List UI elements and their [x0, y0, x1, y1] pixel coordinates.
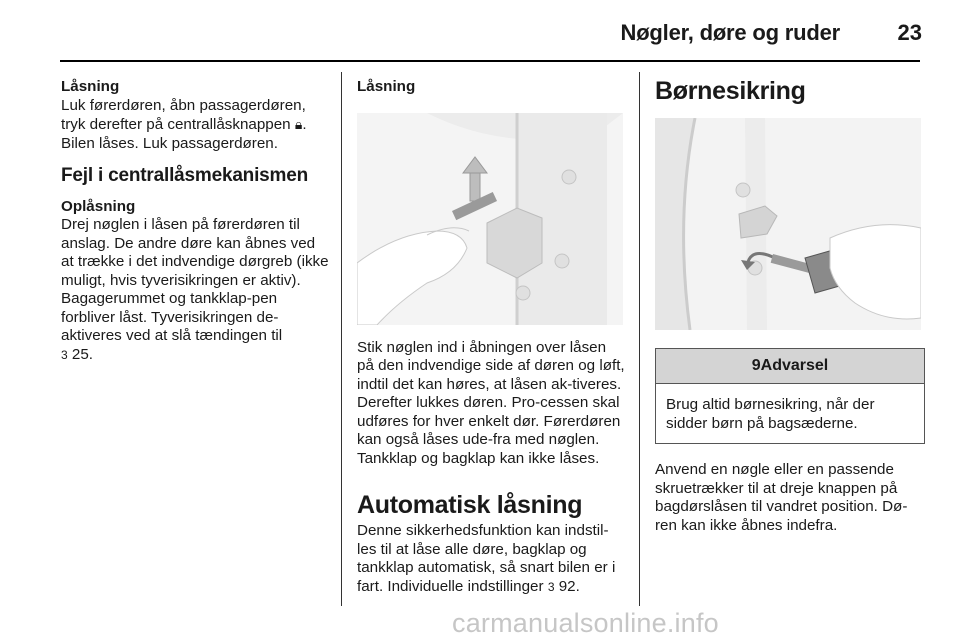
warning-body: Brug altid børnesikring, når der sidder børn på bagsæderne.	[666, 396, 875, 432]
inside-locking-paragraph: Stik nøglen ind i åbningen over låsen på den indvendige side af døren og løft, indtil det kan høres, at låsen ak-tiveres. Derefter lukkes døren. Pro-cessen skal udføres for hver enkelt dør. Førerdøren kan også låses ude-fra med nøglen. Tankklap og bagklap kan ikke låses.	[357, 338, 625, 467]
unlock-paragraph	[61, 216, 331, 364]
inside-locking-heading: Låsning	[357, 78, 416, 95]
watermark: carmanualsonline.info	[452, 608, 719, 638]
door-lock-drawing	[357, 113, 623, 325]
warning-header	[656, 349, 924, 384]
unlock-ref: 25.	[67, 345, 94, 363]
child-lock-heading: Børnesikring	[655, 77, 806, 105]
column-1	[61, 78, 331, 364]
child-lock-drawing	[655, 118, 921, 330]
column-divider-2	[639, 72, 640, 606]
unlock-text: Drej nøglen i låsen på førerdøren til anslag. De andre døre kan åbnes ved at trække i det indvendige dørgreb (ikke muligt, hvis tyverisikringen er aktiv). Bagagerummet og tankklap-pen forbliver låst. Tyverisikringen de-aktiveres ved at slå tændingen til	[61, 216, 329, 344]
header-title: Nøgler, døre og ruder	[620, 20, 840, 45]
locking-text: Luk førerdøren, åbn passagerdøren, tryk derefter på centrallåsknappen	[61, 96, 306, 133]
warning-box	[655, 348, 925, 444]
auto-lock-heading: Automatisk låsning	[357, 491, 583, 519]
unlock-heading: Oplåsning	[61, 197, 136, 215]
child-lock-paragraph: Anvend en nøgle eller en passende skruetrækker til at dreje knappen på bagdørslåsen til vandret position. Dø-ren kan ikke åbnes indefra.	[655, 461, 908, 534]
column-2	[357, 78, 627, 596]
auto-lock-paragraph	[357, 522, 627, 596]
child-lock-illustration	[655, 118, 921, 330]
locking-heading: Låsning	[61, 78, 120, 95]
door-lock-illustration	[357, 113, 623, 325]
column-divider-1	[341, 72, 342, 606]
lock-icon: 🔒︎	[294, 116, 303, 132]
locking-paragraph	[61, 97, 331, 154]
locking-text-2: . Bilen låses. Luk passagerdøren.	[61, 116, 307, 152]
page-ref-icon: 3	[61, 347, 68, 362]
fault-heading: Fejl i centrallåsmekanismen	[61, 165, 308, 186]
page-number: 23	[897, 20, 922, 45]
page-ref-icon: 3	[547, 579, 555, 594]
auto-lock-text: Denne sikkerhedsfunktion kan indstil-les til at låse alle døre, bagklap og tankklap automatisk, så snart bilen er i fart. Individuelle indstillinger	[357, 522, 616, 595]
warning-title: Advarsel	[760, 357, 829, 374]
auto-lock-ref: 92.	[554, 577, 580, 595]
header-divider	[60, 60, 920, 62]
warning-icon: 9	[751, 357, 761, 374]
column-3	[655, 78, 925, 535]
